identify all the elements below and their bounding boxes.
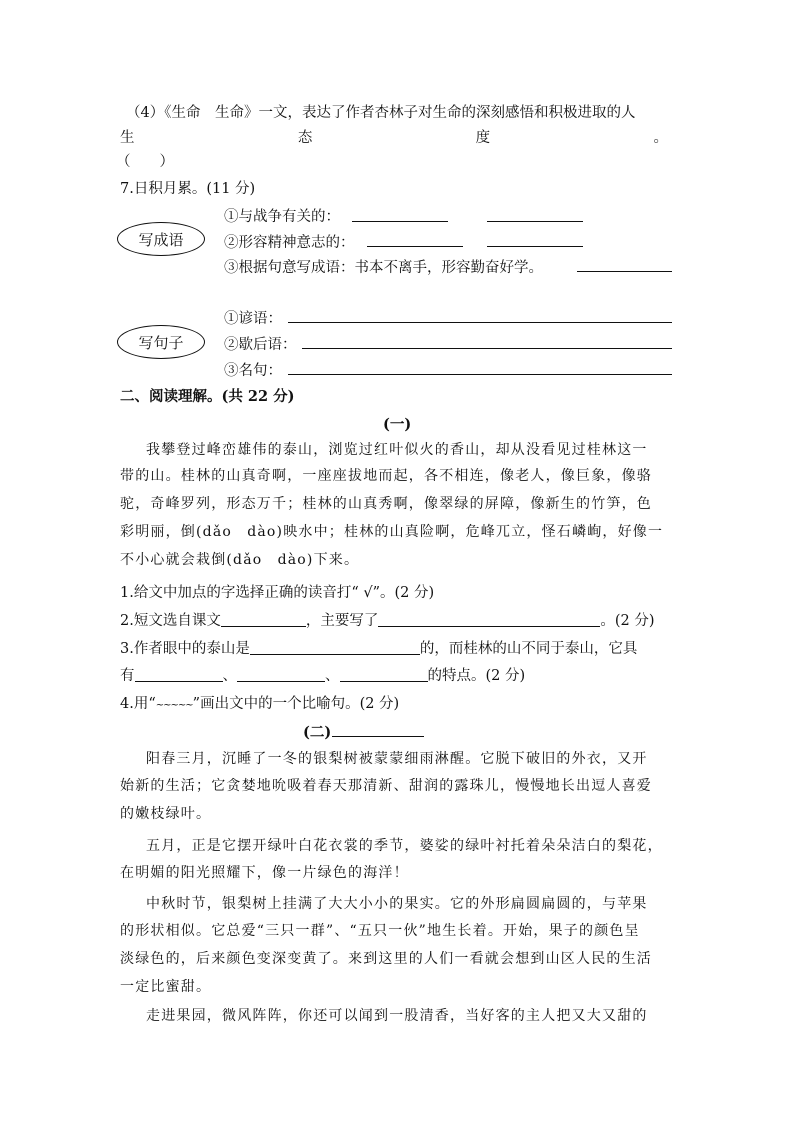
q6-4-char: 态 — [297, 130, 313, 146]
answer-blank[interactable] — [250, 640, 420, 655]
passage2-line: 一定比蜜甜。 — [120, 979, 212, 995]
passage1-line: 驼，奇峰罗列，形态万千；桂林的山真秀啊，像翠绿的屏障，像新生的竹笋，色 — [120, 496, 652, 512]
passage1-line: 我攀登过峰峦雄伟的泰山，浏览过红叶似火的香山，却从没看见过桂林这一 — [146, 442, 648, 458]
answer-blank[interactable] — [221, 612, 306, 627]
q4-text: 4.用“ — [120, 696, 156, 712]
question-3-cont — [120, 664, 525, 685]
answer-blank[interactable] — [378, 612, 600, 627]
question-4 — [120, 692, 399, 713]
oval-label-text: 写成语 — [138, 230, 184, 249]
passage2-line: 阳春三月，沉睡了一冬的银梨树被蒙蒙细雨淋醒。它脱下破旧的外衣，又开 — [146, 751, 648, 767]
answer-line[interactable] — [288, 374, 672, 375]
q6-4-answer-paren[interactable]: （ ） — [116, 154, 174, 170]
passage2-line: 淡绿色的，后来颜色变深变黄了。来到这里的人们一看就会想到山区人民的生活 — [120, 951, 652, 967]
q2-text: 2.短文选自课文 — [120, 613, 221, 629]
passage2-line: 的嫩枝绿叶。 — [120, 806, 212, 822]
answer-blank[interactable] — [487, 246, 583, 247]
question-2 — [120, 609, 655, 630]
q7-item-proverb: ①谚语： — [224, 311, 282, 327]
passage2-line: 的形状相似。它总爱“三只一群”、“五只一伙”地生长着。开始，果子的颜色呈 — [120, 923, 640, 939]
passage2-title: (二) — [303, 724, 332, 741]
answer-blank[interactable] — [352, 221, 448, 222]
q2-text: 。(2 分) — [600, 613, 655, 629]
q3-text: 、 — [325, 668, 340, 684]
passage2-line: 始新的生活；它贪婪地吮吸着春天那清新、甜润的露珠儿，慢慢地长出逗人喜爱 — [120, 778, 652, 794]
q7-item-famous-quote: ③名句： — [224, 363, 282, 379]
q3-text: 、 — [222, 668, 237, 684]
passage2-line: 中秋时节，银梨树上挂满了大大小小的果实。它的外形扁圆扁圆的，与苹果 — [146, 896, 648, 912]
title-blank[interactable] — [332, 736, 424, 737]
answer-line[interactable] — [302, 348, 672, 349]
q6-4-char: 生 — [120, 130, 135, 146]
q2-text: ，主要写了 — [305, 613, 379, 629]
passage1-line: 彩明丽，倒(dǎo dào)映水中；桂林的山真险啊，危峰兀立，怪石嶙峋，好像一 — [120, 524, 664, 540]
q7-item-xiehouyu: ②歇后语： — [224, 337, 297, 353]
passage2-line: 五月，正是它摆开绿叶白花衣裳的季节，婆娑的绿叶衬托着朵朵洁白的梨花， — [146, 838, 663, 854]
oval-label-text: 写句子 — [138, 333, 184, 352]
passage2-line: 在明媚的阳光照耀下，像一片绿色的海洋！ — [120, 865, 409, 881]
passage1-title: (一) — [383, 416, 412, 433]
q6-4-char: 。 — [653, 130, 668, 146]
q6-4-line1: （4）《生命 生命》一文，表达了作者杏林子对生命的深刻感悟和积极进取的人 — [126, 105, 636, 121]
answer-blank[interactable] — [577, 271, 672, 272]
answer-blank[interactable] — [237, 667, 325, 682]
question-3 — [120, 637, 637, 658]
answer-blank[interactable] — [487, 221, 583, 222]
passage1-line: 不小心就会栽倒(dǎo dào)下来。 — [120, 552, 360, 568]
question-1: 1.给文中加点的字选择正确的读音打“ √”。(2 分) — [120, 585, 435, 601]
passage1-line: 带的山。桂林的山真奇啊，一座座拔地而起，各不相连，像老人，像巨象，像骆 — [120, 468, 652, 484]
answer-blank[interactable] — [135, 667, 223, 682]
q3-text: 3.作者眼中的泰山是 — [120, 641, 250, 657]
q7-item-sentence-idiom: ③根据句意写成语：书本不离手，形容勤奋好学。 — [224, 260, 543, 276]
answer-blank[interactable] — [367, 246, 463, 247]
q3-text: 的，而桂林的山不同于泰山，它具 — [419, 641, 638, 657]
oval-label-sentences — [117, 325, 205, 359]
oval-label-idioms — [117, 222, 205, 256]
q4-text: ”画出文中的一个比喻句。(2 分) — [192, 696, 400, 712]
answer-blank[interactable] — [340, 667, 428, 682]
answer-line[interactable] — [288, 322, 672, 323]
q6-4-char: 度 — [475, 130, 491, 146]
q7-item-spirit-idioms: ②形容精神意志的： — [224, 235, 355, 251]
wavy-underline-symbol: ~~~~~ — [155, 700, 193, 711]
q3-text: 的特点。(2 分) — [427, 668, 526, 684]
q3-text: 有 — [120, 668, 135, 684]
passage2-line: 走进果园，微风阵阵，你还可以闻到一股清香，当好客的主人把又大又甜的 — [146, 1008, 648, 1024]
section2-title: 二、阅读理解。(共 22 分) — [120, 388, 295, 405]
q7-title: 7.日积月累。(11 分) — [120, 181, 256, 197]
q6-4-line2 — [120, 126, 668, 147]
q7-item-war-idioms: ①与战争有关的： — [224, 209, 340, 225]
